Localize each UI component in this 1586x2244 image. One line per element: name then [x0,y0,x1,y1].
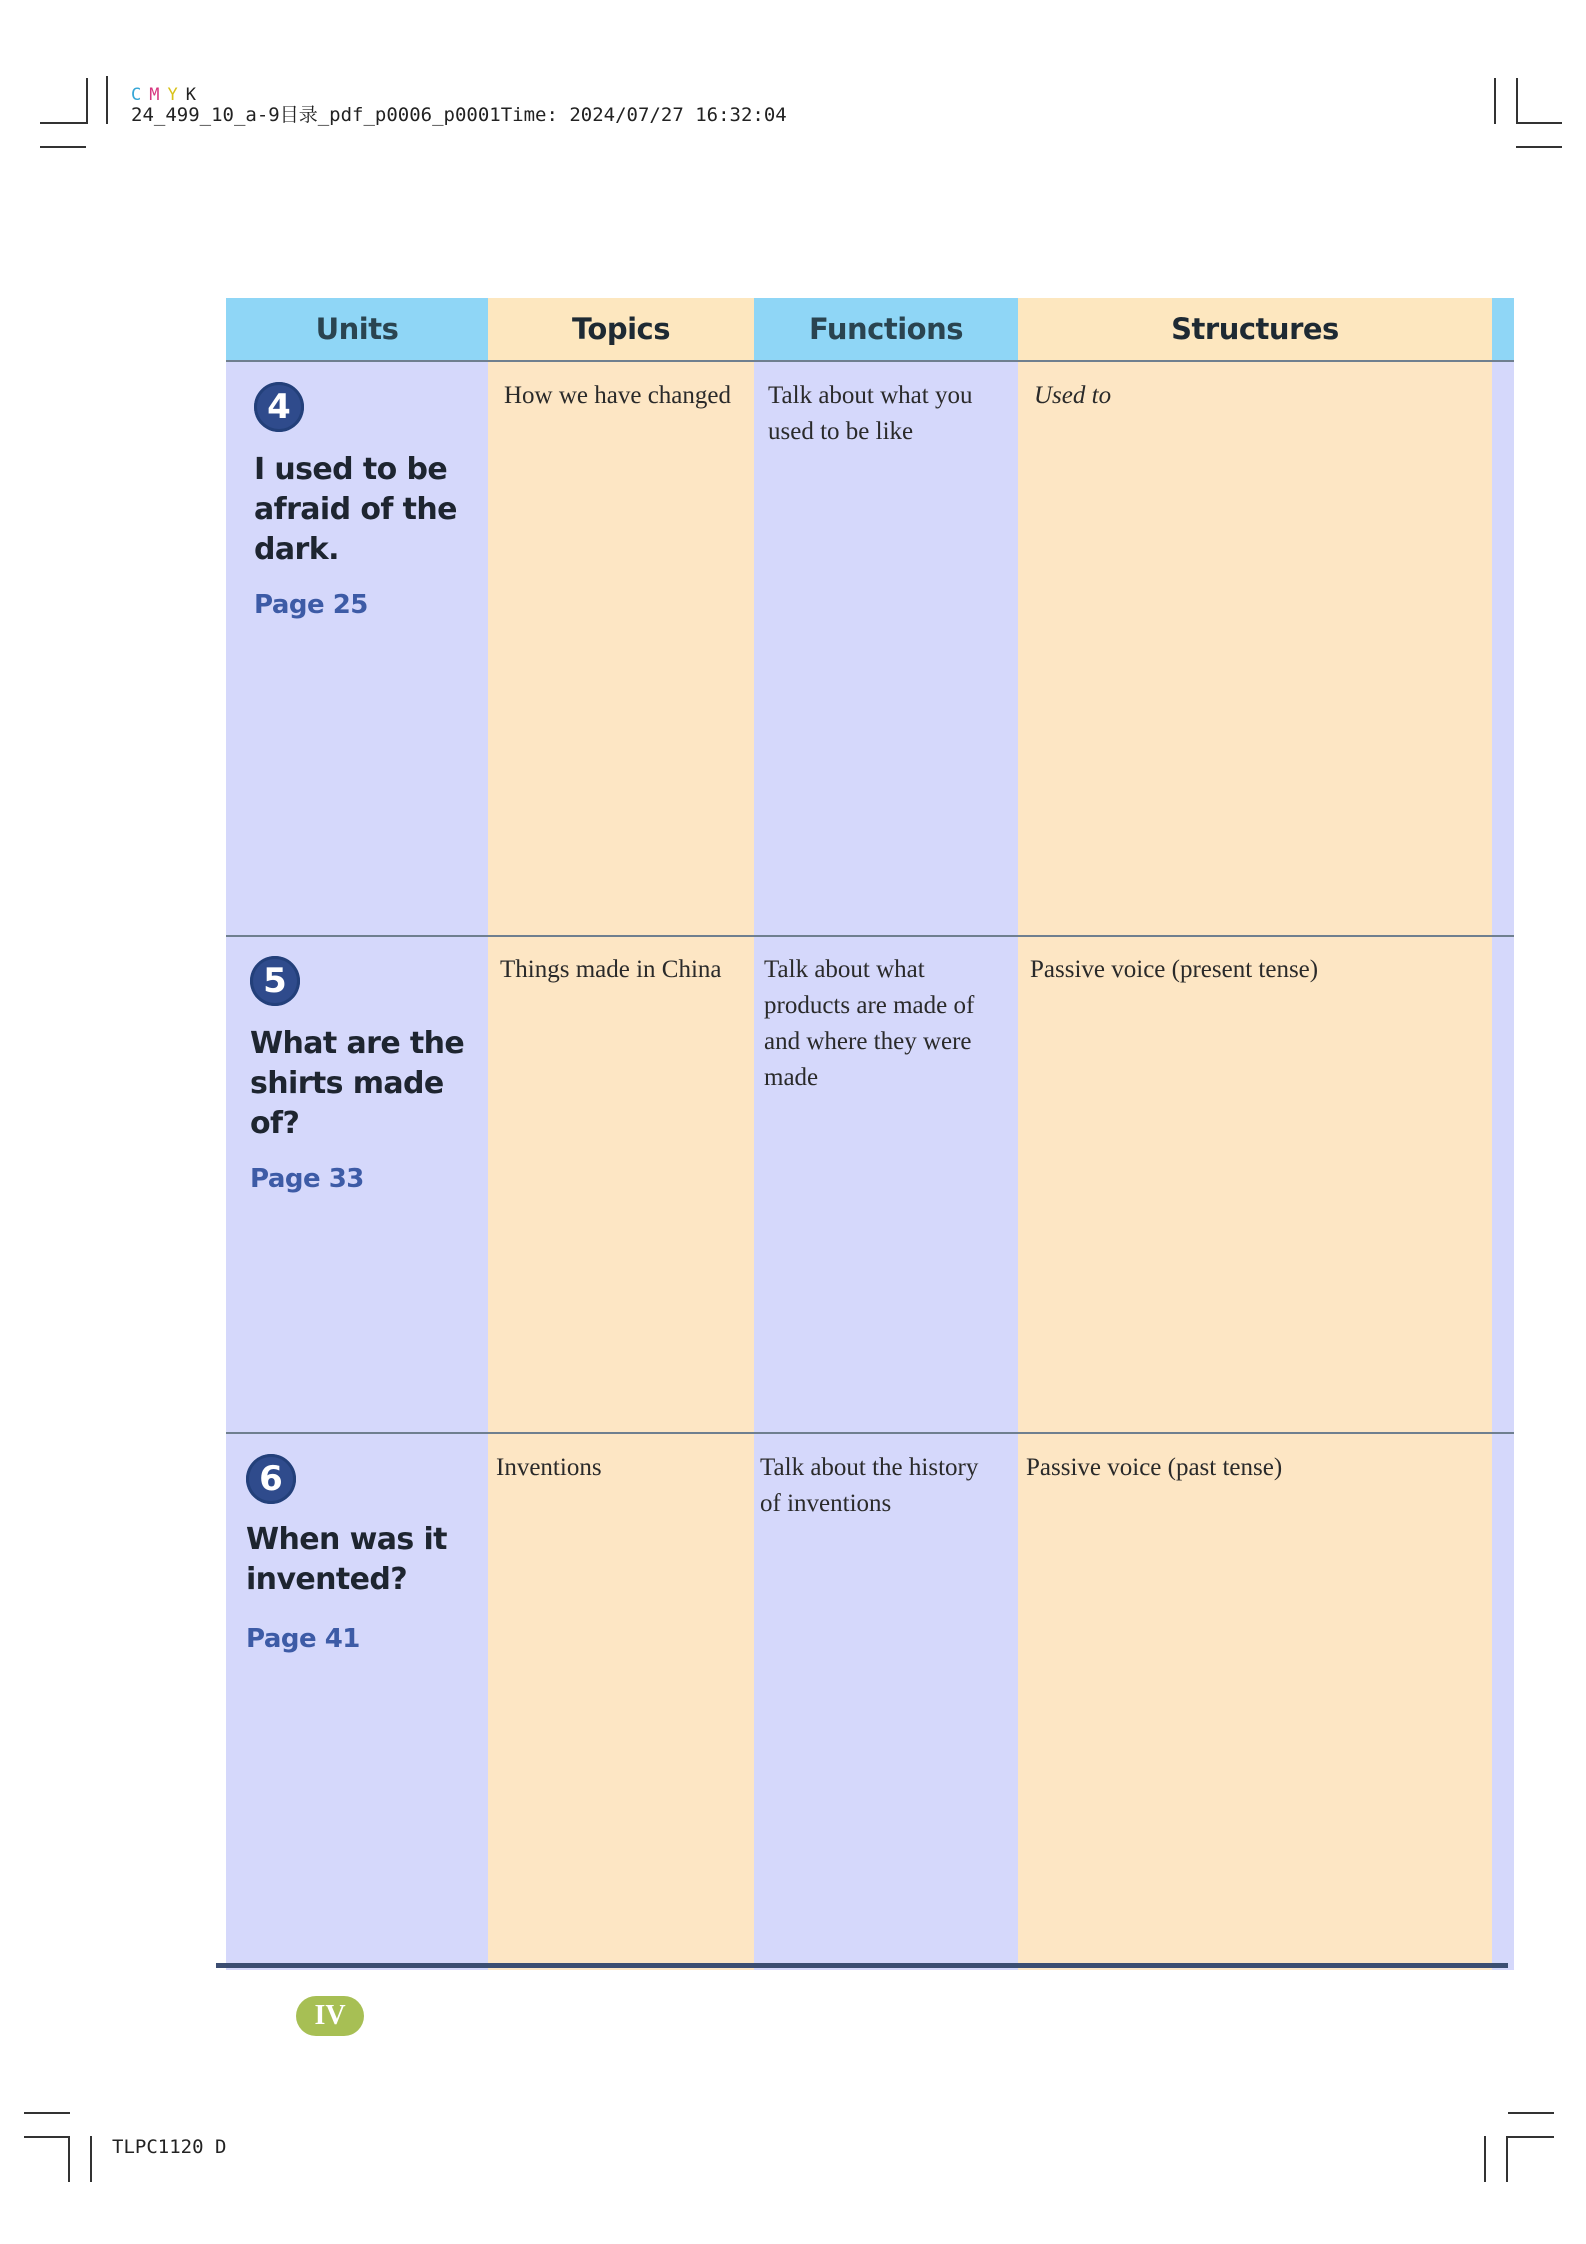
row-divider [226,935,1514,937]
topic-cell: Inventions [496,1454,602,1481]
cmyk-marks [131,84,787,105]
structure-cell: Passive voice (present tense) [1030,956,1319,983]
cmyk-k: K [185,85,196,105]
unit-number-badge: 4 [254,382,304,432]
unit-number-badge: 6 [246,1454,296,1504]
header-functions: Functions [754,298,1018,360]
header-units: Units [226,298,488,360]
structures-column [1018,298,1492,1970]
cmyk-y: Y [167,85,178,105]
cmyk-c: C [131,85,142,105]
unit-page-link[interactable]: Page 25 [254,590,368,620]
structure-cell: Used to [1034,382,1112,409]
header-edge-strip [1492,298,1514,360]
footer-print-code: TLPC1120 D [112,2136,227,2158]
function-cell: Talk about what products are made of and where they were made [764,956,975,1091]
table-bottom-rule [216,1963,1508,1968]
function-cell: Talk about what you used to be like [768,382,973,445]
topic-cell: How we have changed [504,382,731,409]
print-slug-line: 24_499_10_a-9目录_pdf_p0006_p0001Time: 2024/07/27 16:32:04 [131,104,787,126]
page-number-badge: IV [296,1996,364,2036]
unit-title: What are the shirts made of? [250,1026,465,1141]
right-edge-strip [1492,298,1514,1970]
function-cell: Talk about the history of inventions [760,1454,979,1517]
row-divider [226,1432,1514,1434]
contents-table [226,298,1514,1970]
header-structures: Structures [1018,298,1492,360]
unit-page-link[interactable]: Page 41 [246,1624,360,1654]
print-slug [131,84,787,125]
structure-cell: Passive voice (past tense) [1026,1454,1283,1481]
header-topics: Topics [488,298,754,360]
unit-page-link[interactable]: Page 33 [250,1164,364,1194]
topics-column [488,298,754,1970]
unit-title: I used to be afraid of the dark. [254,452,457,567]
unit-number-badge: 5 [250,956,300,1006]
unit-title: When was it invented? [246,1522,447,1597]
cmyk-m: M [149,85,160,105]
header-divider [226,360,1514,362]
functions-column [754,298,1018,1970]
topic-cell: Things made in China [500,956,722,983]
